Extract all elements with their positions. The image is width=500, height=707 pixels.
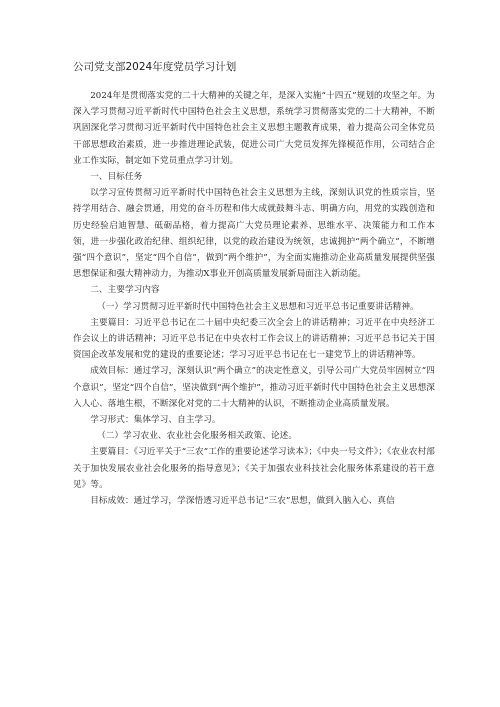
goals-paragraph: 以学习宣传贯彻习近平新时代中国特色社会主义思想为主线，深刻认识党的性质宗旨，坚持学用结合、融会贯通，用党的奋斗历程和伟大成就鼓舞斗志、明确方向，用党的实践创造和历史经验启迪智慧、砥砺品格，着力提高广大党员理论素养、思维水平、决策能力和工作本领，进一步强化政治纪律、组织纪律，以党的政治建设为统领，忠诚拥护“两个确立”，不断增强“四个意识”，坚定“四个自信”，做到“两个维护”，为全面实施推动企业高质量发展提供坚强思想保证和强大精神动力，为推动X事业开创高质量发展新局面注入新动能。 bbox=[73, 188, 435, 280]
main-articles-paragraph-1: 主要篇目：习近平总书记在二十届中央纪委三次全会上的讲话精神；习近平在中央经济工作会议上的讲话精神；习近平总书记在中央农村工作会议上的讲话精神；习近平总书记关于国资国企改革发展和党的建设的重要论述；学习习近平总书记在七一建党节上的讲话精神等。 bbox=[73, 317, 435, 361]
outcome-paragraph-2: 目标成效：通过学习，学深悟透习近平总书记“三农”思想，做到入脑入心、真信 bbox=[90, 496, 395, 507]
document-page bbox=[73, 60, 435, 509]
section-heading-goals: 一、目标任务 bbox=[90, 172, 143, 183]
subsection-heading-2: （二）学习农业、农业社会化服务相关政策、论述。 bbox=[97, 431, 298, 442]
subsection-heading-1: （一）学习贯彻习近平新时代中国特色社会主义思想和习近平总书记重要讲话精神。 bbox=[97, 301, 419, 312]
document-title: 公司党支部2024年度党员学习计划 bbox=[73, 61, 237, 73]
outcome-paragraph-1: 成效目标：通过学习，深刻认识“两个确立”的决定性意义，引导公司广大党员牢固树立“四个意识”，坚定“四个自信”，坚决做到“两个维护”，推动习近平新时代中国特色社会主义思想深入人心、落地生根，不断深化对党的二十大精神的认识，不断推动企业高质量发展。 bbox=[73, 366, 435, 409]
study-format-paragraph: 学习形式：集体学习、自主学习。 bbox=[90, 415, 221, 426]
section-heading-content: 二、主要学习内容 bbox=[90, 285, 160, 296]
intro-paragraph: 2024年是贯彻落实党的二十大精神的关键之年，是深入实施“十四五”规划的攻坚之年。为深入学习贯彻习近平新时代中国特色社会主义思想，系统学习贯彻落实党的二十大精神，不断巩固深化学习贯彻习近平新时代中国特色社会主义思想主题教育成果，着力提高公司全体党员干部思想政治素质，进一步推进理论武装，促进公司广大党员发挥先锋模范作用，公司结合企业工作实际，制定如下党员重点学习计划。 bbox=[73, 91, 435, 166]
main-articles-paragraph-2: 主要篇目：《习近平关于“三农”工作的重要论述学习读本》；《中央一号文件》；《农业农村部关于加快发展农业社会化服务的指导意见》；《关于加强农业科技社会化服务体系建设的若干意见》等。 bbox=[73, 447, 435, 490]
